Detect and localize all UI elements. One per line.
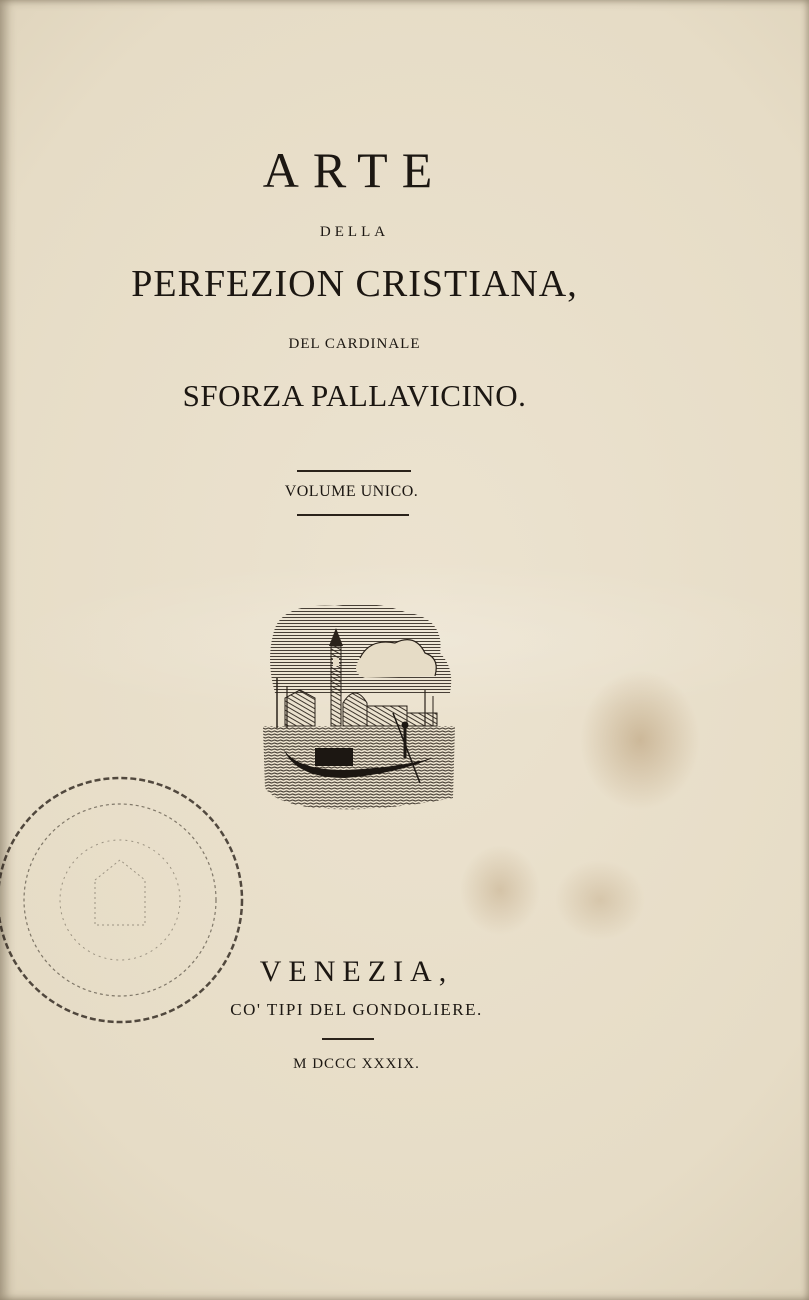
author-prefix: DEL CARDINALE <box>288 336 421 352</box>
library-stamp-icon <box>0 760 260 1040</box>
title-connector: DELLA <box>319 224 390 240</box>
volume-rule-bottom <box>297 514 409 516</box>
book-title: ARTE <box>262 142 447 198</box>
venice-gondola-engraving-icon <box>255 598 465 820</box>
author-name: SFORZA PALLAVICINO. <box>182 378 527 413</box>
imprint-printer: CO' TIPI DEL GONDOLIERE. <box>230 1000 483 1019</box>
imprint-year: M DCCC XXXIX. <box>293 1056 420 1072</box>
book-subtitle: PERFEZION CRISTIANA, <box>131 263 578 305</box>
volume-rule-top <box>297 470 411 472</box>
imprint-rule <box>322 1038 374 1040</box>
volume-label: VOLUME UNICO. <box>284 483 419 500</box>
imprint-place: VENEZIA, <box>259 955 454 988</box>
